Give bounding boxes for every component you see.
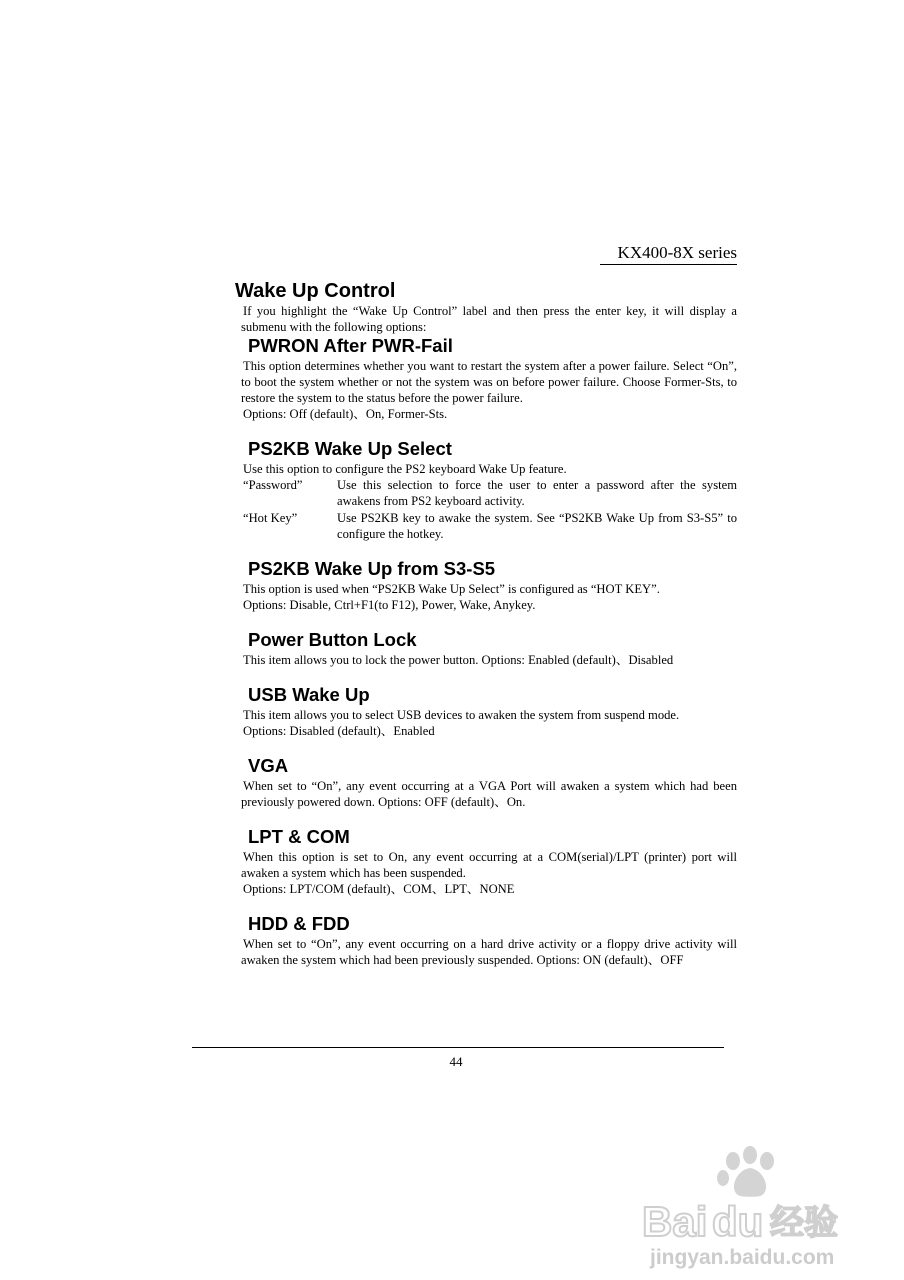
section-heading-lpt-com: LPT & COM [248, 826, 350, 847]
section-body-pwron: This option determines whether you want to restart the system after a power failure. Select “On”, to boot the system whether or not the system was on before power failure. Choose Former-Sts, to restore the system to the status before the power failure. [241, 359, 737, 405]
baidu-jingyan-watermark [640, 1140, 870, 1270]
section-body-lpt-com: When this option is set to On, any event occurring at a COM(serial)/LPT (printer) port will awaken a system which has been suspended. [241, 850, 737, 880]
intro-paragraph: If you highlight the “Wake Up Control” label and then press the enter key, it will display a submenu with the following options: [241, 304, 737, 334]
option-desc-hot-key: Use PS2KB key to awake the system. See “PS2KB Wake Up from S3-S5” to configure the hotkey. [337, 511, 737, 541]
section-heading-usb-wake-up: USB Wake Up [248, 684, 370, 705]
option-term-password: “Password” [243, 478, 303, 492]
watermark-url: jingyan.baidu.com [650, 1246, 835, 1269]
section-heading-ps2kb-select: PS2KB Wake Up Select [248, 438, 452, 459]
section-options-usb-wake-up: Options: Disabled (default)、Enabled [243, 724, 435, 738]
section-heading-power-button-lock: Power Button Lock [248, 629, 417, 650]
watermark-brand-1: Bai [642, 1198, 708, 1245]
series-header: KX400-8X series [600, 243, 737, 265]
section-heading-ps2kb-s3s5: PS2KB Wake Up from S3-S5 [248, 558, 496, 579]
footer-rule [192, 1047, 724, 1048]
section-body-power-button-lock: This item allows you to lock the power button. Options: Enabled (default)、Disabled [243, 653, 674, 667]
section-heading-pwron: PWRON After PWR-Fail [248, 335, 453, 356]
page-title: Wake Up Control [235, 280, 396, 302]
option-desc-password: Use this selection to force the user to enter a password after the system awakens from PS2 keyboard activity. [337, 478, 737, 508]
option-term-hot-key: “Hot Key” [243, 511, 298, 525]
section-heading-hdd-fdd: HDD & FDD [248, 913, 350, 934]
page-number: 44 [449, 1054, 463, 1069]
section-options-ps2kb-s3s5: Options: Disable, Ctrl+F1(to F12), Power, Wake, Anykey. [243, 598, 536, 612]
section-options-lpt-com: Options: LPT/COM (default)、COM、LPT、NONE [243, 882, 515, 896]
watermark-brand-cn: 经验 [770, 1203, 838, 1243]
section-heading-vga: VGA [248, 755, 289, 776]
section-body-usb-wake-up: This item allows you to select USB devices to awaken the system from suspend mode. [243, 708, 680, 722]
paw-print-icon [717, 1146, 774, 1197]
section-body-vga: When set to “On”, any event occurring at a VGA Port will awaken a system which had been previously powered down. Options: OFF (default)、On. [241, 779, 737, 809]
watermark-brand-2: du [712, 1198, 764, 1245]
section-options-pwron: Options: Off (default)、On, Former-Sts. [243, 407, 448, 421]
section-body-ps2kb-s3s5: This option is used when “PS2KB Wake Up Select” is configured as “HOT KEY”. [243, 582, 660, 596]
section-body-ps2kb-select: Use this option to configure the PS2 keyboard Wake Up feature. [243, 462, 567, 476]
section-body-hdd-fdd: When set to “On”, any event occurring on a hard drive activity or a floppy drive activity will awaken the system which had been previously suspended. Options: ON (default)、OFF [241, 937, 737, 967]
